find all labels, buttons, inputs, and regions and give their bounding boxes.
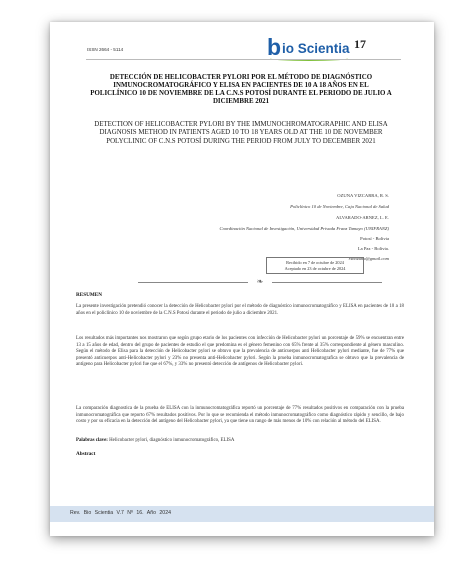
keywords-text: Helicobacter pylori, diagnóstico inmunocromatográfico, ELISA	[107, 438, 235, 443]
author-2-affiliation: Coordinación Nacional de Investigación, Universidad Privada Franz Tamayo (UNIFRANZ)	[219, 226, 389, 231]
resumen-heading: RESUMEN	[76, 292, 102, 298]
journal-page	[50, 22, 434, 536]
received-date: Recibido en 7 de octubre de 2024	[286, 260, 344, 265]
resumen-paragraph-3: La comparación diagnostica de la prueba de ELISA con la inmunocromatográfica reportó un porcentaje de 77% resultados positivos en comparación con la prueba inmunocromatográfica que reporto 67% resultados positivos. Por lo que se recomienda el método inmunocromatográfico como diagnóstico rápido y sencillo, de bajo costo y por su eficacia en la detección del antígeno del Helicobacter pylori, ya que tiene un rango de más menos de 10% con relación al método del ELISA.	[76, 406, 404, 424]
received-accepted-box	[266, 257, 364, 274]
location-la-paz: La Paz - Bolivia.	[357, 246, 389, 251]
accepted-date: Aceptado en 23 de octubre de 2024	[284, 265, 346, 271]
resumen-paragraph-2: Los resultados más importantes nos mostraron que según grupo etario de los pacientes con infección de Helicobacter pylori un porcentaje de 59% se encuentran entre 13 a 15 años de edad, dentro del grupo de pacientes de estudio el que predomina es el género femenino con 65% frente al 35% correspondiente al género masculino. Según el método de Elisa para la detección de Helicobacter pylori se obtuvo que la prevalencia de anticuerpos anti Helicobacter pylori mediante, fue de 77% que presentó anticuerpos anti-Helicobacter pylori y 23% no presenta anti-Helicobacter pylori. Según la prueba inmunocromatografica se obtuvo que la prevalencia de antígeno para Helicobacter pylori fue que el 67%, y 33% no presentó detección de antígenos de Helicobacter pylori.	[76, 336, 404, 367]
title-english: DETECTION OF HELICOBACTER PYLORI BY THE IMMUNOCHROMATOGRAPHIC AND ELISA DIAGNOSIS METHOD IN PATIENTS AGED 10 TO 18 YEARS OLD AT THE 10 DE NOVEMBER POLYCLINIC OF C.N.S POTOSÍ DURING THE PERIOD FROM JULY TO DECEMBER 2021	[94, 121, 388, 145]
footer-citation: Rev. Bio Scientia V.7 Nº 16. Año 2024	[70, 510, 171, 516]
author-1-affiliation: Policlínico 10 de Noviembre, Caja Nacional de Salud	[290, 204, 389, 209]
footer-band	[50, 506, 434, 522]
ornament-line-left	[138, 282, 248, 283]
abstract-heading: Abstract	[76, 451, 96, 457]
page-number: 17	[354, 37, 366, 51]
header-divider	[86, 59, 401, 60]
logo-text: io Scientia	[282, 41, 350, 56]
ornament-line-right	[272, 282, 382, 283]
resumen-paragraph-1: La presente investigación pretendió conocer la detección de Helicobacter pylori por el método de diagnóstico inmunocromatográfico y ELISA en pacientes de 10 a 18 años en el policlínico 10 de noviembre de la C.N.S Potosí durante el periodo de julio a diciembre 2021.	[76, 304, 404, 316]
keywords-label: Palabras clave:	[76, 438, 108, 443]
fleuron-ornament-icon: ❧	[256, 277, 264, 286]
location-potosi: Potosí - Bolivia	[360, 236, 389, 241]
author-1-name: OZUNA VIZCARRA, R. S.	[337, 193, 389, 198]
author-email: rsnozuna@gmail.com	[348, 256, 389, 261]
logo-letter-b: b	[267, 34, 282, 60]
title-spanish: DETECCIÓN DE HELICOBACTER PYLORI POR EL MÉTODO DE DIAGNÓSTICO INMUNOCROMATOGRÁFICO Y ELISA EN PACIENTES DE 10 A 18 AÑOS EN EL POLICLÍNICO 10 DE NOVIEMBRE DE LA C.N.S POTOSÍ DURANTE EL PERIODO DE JULIO A DICIEMBRE 2021	[90, 74, 392, 106]
author-2-name: ALVARADO-ARNEZ, L. E.	[336, 215, 389, 220]
issn-label: ISSN 2664 - 5114	[87, 47, 124, 52]
keywords-line	[76, 438, 404, 445]
bio-scientia-logo	[267, 34, 387, 62]
